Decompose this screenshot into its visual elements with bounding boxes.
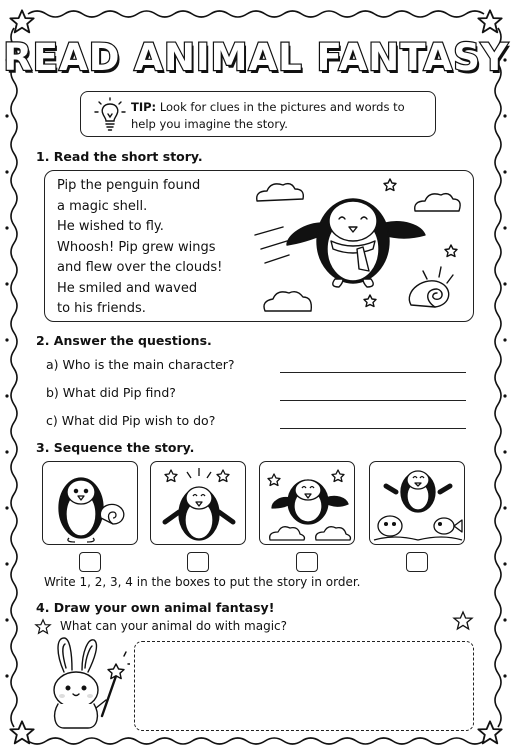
sequence-box-2[interactable] (187, 552, 209, 572)
star-icon (165, 470, 177, 482)
section-2-heading: 2. Answer the questions. (36, 333, 212, 348)
shell-icon (100, 504, 123, 524)
cloud-icon (257, 184, 304, 201)
lightbulb-icon (93, 96, 127, 134)
bunny-illustration (40, 634, 130, 730)
drawing-prompt: What can your animal do with magic? (60, 619, 288, 633)
star-icon (10, 721, 33, 743)
story-line: He smiled and waved (57, 281, 198, 296)
story-line: Whoosh! Pip grew wings (57, 240, 216, 255)
penguin-illustration (260, 462, 355, 545)
story-box (44, 170, 474, 322)
star-icon (384, 179, 396, 191)
section-3-heading: 3. Sequence the story. (36, 440, 195, 455)
page-title: READ ANIMAL FANTASY (3, 36, 509, 79)
sequence-instruction: Write 1, 2, 3, 4 in the boxes to put the story in order. (44, 575, 361, 589)
star-icon (452, 610, 474, 632)
question-b: b) What did Pip find? (46, 385, 176, 400)
sequence-panel-penguin-shell (42, 461, 138, 545)
story-line: a magic shell. (57, 199, 148, 214)
drawing-area[interactable] (134, 641, 474, 731)
tip-box (80, 91, 436, 137)
star-icon (268, 474, 280, 486)
penguin-illustration (151, 462, 246, 545)
answer-line-a[interactable] (280, 372, 466, 373)
penguin-illustration (43, 462, 138, 545)
story-line: to his friends. (57, 301, 146, 316)
cloud-icon (415, 194, 460, 211)
story-line: Pip the penguin found (57, 178, 201, 193)
star-icon (332, 470, 344, 482)
sequence-panel-penguin-friends (369, 461, 465, 545)
tip-label: TIP: (131, 100, 157, 114)
star-icon (478, 721, 501, 743)
story-line: and flew over the clouds! (57, 260, 223, 275)
star-icon (445, 245, 457, 257)
sequence-box-1[interactable] (79, 552, 101, 572)
sequence-panel-penguin-flying (259, 461, 355, 545)
answer-line-c[interactable] (280, 428, 466, 429)
tip-text: Look for clues in the pictures and words to help you imagine the story. (131, 100, 405, 131)
magic-wand-icon (102, 652, 130, 716)
cloud-icon (264, 292, 311, 311)
penguin-illustration (370, 462, 465, 545)
star-icon (217, 470, 229, 482)
question-a: a) Who is the main character? (46, 357, 235, 372)
star-icon (364, 295, 376, 307)
shell-icon (409, 267, 453, 307)
story-line: He wished to fly. (57, 219, 164, 234)
section-4-heading: 4. Draw your own animal fantasy! (36, 600, 275, 615)
question-c: c) What did Pip wish to do? (46, 413, 216, 428)
answer-line-b[interactable] (280, 400, 466, 401)
sequence-panel-penguin-magic (150, 461, 246, 545)
section-1-heading: 1. Read the short story. (36, 149, 203, 164)
sequence-box-3[interactable] (296, 552, 318, 572)
penguin-flying-illustration (235, 171, 471, 321)
sequence-box-4[interactable] (406, 552, 428, 572)
